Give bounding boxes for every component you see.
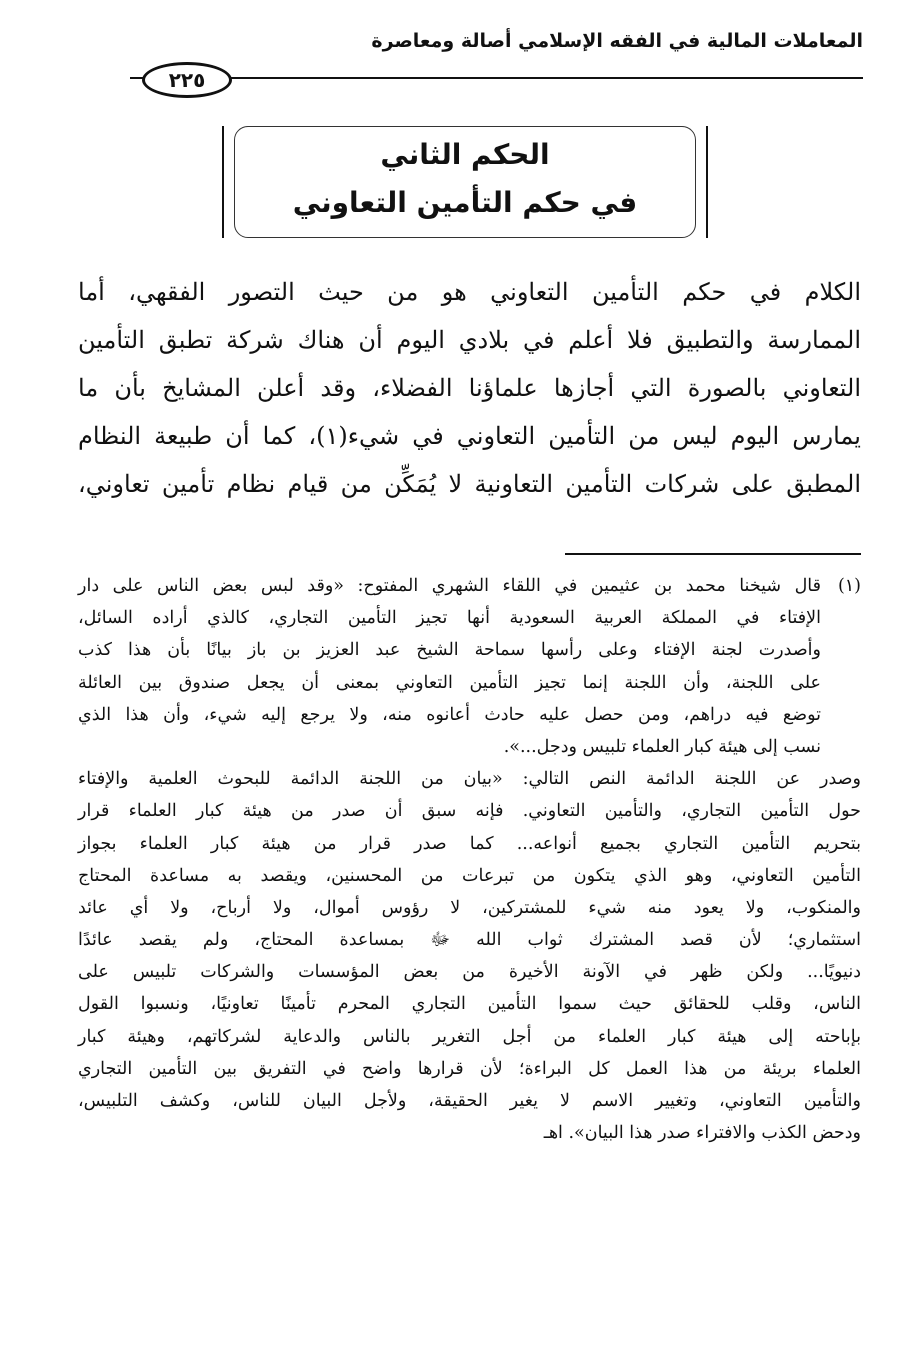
footnote-line: التأمين التعاوني، وهو الذي يتكون من تبرعات من المحسنين، ويقصد به مساعدة المحتاج: [78, 865, 861, 886]
header-rule: [130, 77, 863, 79]
footnote-line: العلماء بريئة من هذا العمل كل البراءة؛ لأن قرارها واضح في التفريق بين التأمين التجاري: [78, 1058, 861, 1079]
footnote-line: الإفتاء في المملكة العربية السعودية أنها تجيز التأمين التجاري، كالذي أراده السائل،: [78, 608, 821, 629]
footnote-line: وأصدرت لجنة الإفتاء وعلى رأسها سماحة الشيخ عبد العزيز بن باز بيانًا بأن هذا كذب: [78, 640, 821, 661]
footnote-line: بتحريم التأمين التجاري بجميع أنواعه... كما صدر قرار من هيئة كبار العلماء بجواز: [78, 833, 861, 854]
footnote-line: استثماري؛ لأن قصد المشترك ثواب الله ﷻ بمساعدة المحتاج، ولم يقصد عائدًا: [78, 930, 861, 951]
running-header-book-title: المعاملات المالية في الفقه الإسلامي أصالة ومعاصرة: [371, 30, 863, 52]
page-number: ٢٢٥: [142, 62, 232, 98]
footnote-line: الناس، وقلب للحقائق حيث سموا التأمين التجاري المحرم تأمينًا تعاونيًا، ونسبوا القول: [78, 994, 861, 1015]
footnote-line: حول التأمين التجاري، والتأمين التعاوني. فإنه سبق أن صدر من هيئة كبار العلماء قرار: [78, 801, 861, 822]
footnote-line: دنيويًا... ولكن ظهر في الآونة الأخيرة من بعض المؤسسات والشركات تلبيس على: [78, 962, 861, 983]
footnote-line: بإباحته إلى هيئة كبار العلماء من أجل التغرير بالناس والدعاية لشركاتهم، وهيئة كبار: [78, 1026, 861, 1047]
footnote-line: توضع فيه دراهم، ومن حصل عليه حادث أعانوه منه، ولا يرجع إليه شيء، وأن هذا الذي: [78, 704, 821, 725]
chapter-heading-box: [222, 126, 708, 238]
footnote-marker: (١): [837, 576, 861, 596]
footnote-line: ودحض الكذب والافتراء صدر هذا البيان». اهـ: [543, 1123, 861, 1144]
body-line: الكلام في حكم التأمين التعاوني هو من حيث التصور الفقهي، أما: [78, 278, 861, 306]
footnotes: [78, 570, 861, 1149]
footnote-line: والتأمين التعاوني، وتغيير الاسم لا يغير الحقيقة، ولأجل البيان للناس، وكشف التلبيس،: [78, 1091, 861, 1111]
footnote-line: نسب إلى هيئة كبار العلماء تلبيس ودجل...».: [503, 736, 821, 757]
body-text: [78, 268, 861, 508]
footnote-line: قال شيخنا محمد بن عثيمين في اللقاء الشهري المفتوح: «وقد لبس بعض الناس على دار: [78, 576, 821, 596]
heading-line-1: الحكم الثاني: [380, 138, 550, 171]
body-line: المطبق على شركات التأمين التعاونية لا يُمَكِّن من قيام نظام تأمين تعاوني،: [78, 470, 861, 498]
footnote-separator: [565, 553, 861, 555]
footnote-line: والمنكوب، ولا يعود منه شيء للمشتركين، لا رؤوس أموال، ولا أرباح، ولا أي عائد: [78, 897, 861, 918]
body-line: الممارسة والتطبيق فلا أعلم في بلادي اليوم أن هناك شركة تطبق التأمين: [78, 326, 861, 354]
body-line: يمارس اليوم ليس من التأمين التعاوني في شيء(١)، كما أن طبيعة النظام: [78, 422, 861, 450]
body-line: التعاوني بالصورة التي أجازها علماؤنا الفضلاء، وقد أعلن المشايخ بأن ما: [78, 374, 861, 402]
heading-line-2: في حكم التأمين التعاوني: [292, 186, 638, 219]
footnote-line: وصدر عن اللجنة الدائمة النص التالي: «بيان من اللجنة الدائمة للبحوث العلمية والإفتاء: [78, 769, 861, 790]
footnote-line: على اللجنة، وأن اللجنة إنما تجيز التأمين التعاوني بمعنى أن يجعل صندوق بين العائلة: [78, 672, 821, 693]
